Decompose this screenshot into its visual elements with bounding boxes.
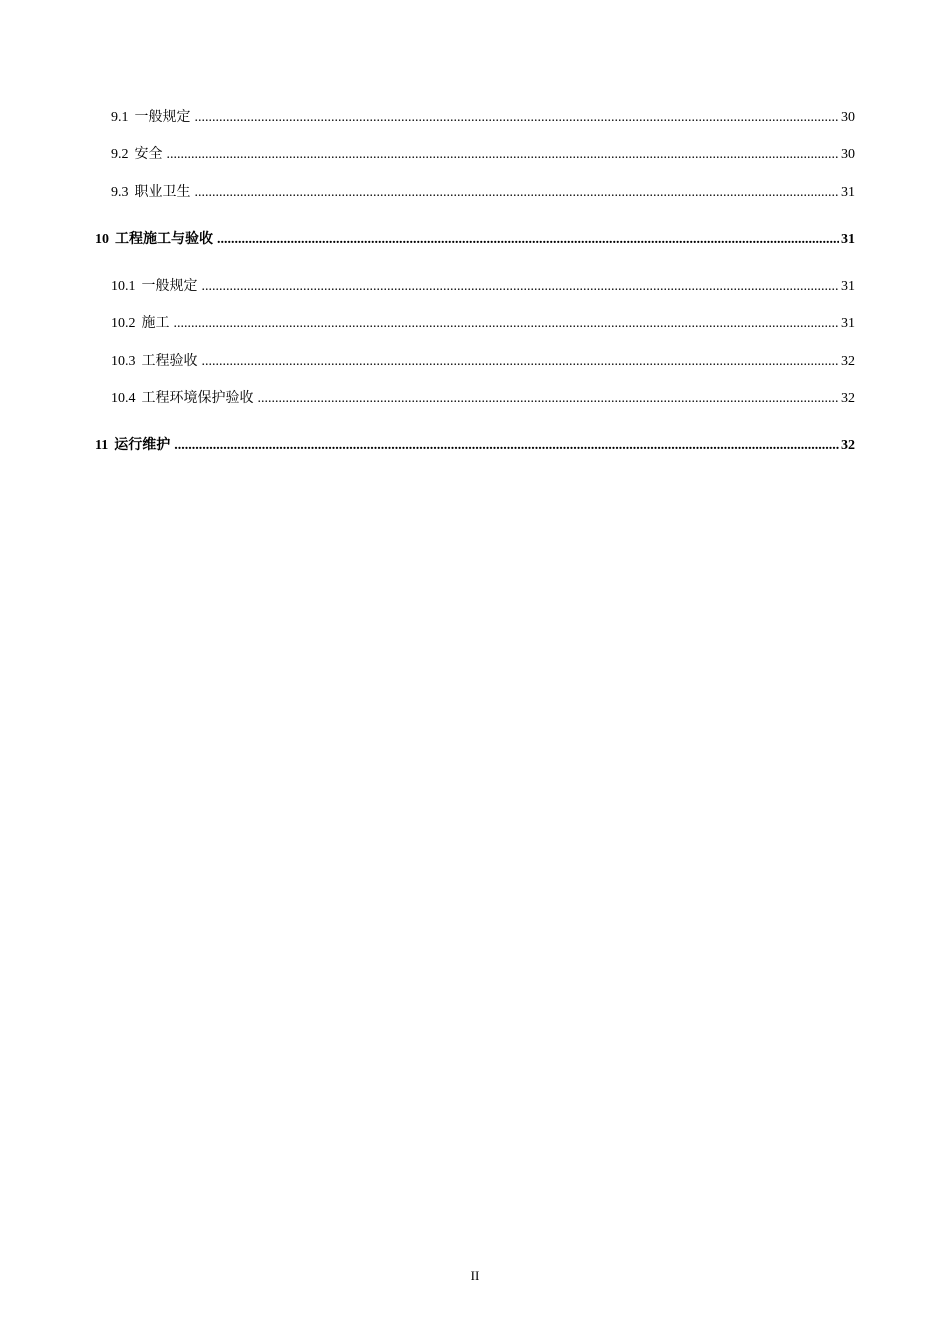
toc-dot-leader: [217, 228, 839, 252]
toc-dot-leader: [167, 143, 840, 167]
page-footer-number: II: [470, 1268, 480, 1283]
toc-entry-10-2[interactable]: [95, 312, 855, 336]
toc-entry-chapter-10[interactable]: [95, 228, 855, 252]
toc-entry-number: 11: [95, 438, 109, 453]
toc-entry-title: 运行维护: [114, 438, 171, 453]
toc-entry-title: 工程环境保护验收: [141, 391, 254, 406]
toc-dot-leader: [202, 275, 840, 299]
toc-entry-page: 31: [841, 185, 855, 200]
toc-entry-title: 一般规定: [141, 279, 198, 294]
toc-entry-page: 30: [841, 110, 855, 125]
toc-entry-page: 31: [841, 232, 855, 247]
toc-dot-leader: [195, 106, 840, 130]
toc-entry-title: 安全: [134, 147, 163, 162]
toc-entry-page: 30: [841, 147, 855, 162]
toc-entry-number: 9.1: [111, 110, 129, 125]
toc-entry-number: 10: [95, 232, 109, 247]
toc-entry-page: 32: [841, 391, 855, 406]
toc-entry-number: 9.3: [111, 185, 129, 200]
toc-entry-number: 10.1: [111, 279, 136, 294]
toc-entry-number: 10.4: [111, 391, 136, 406]
toc-entry-page: 32: [841, 354, 855, 369]
toc-entry-9-1[interactable]: [95, 106, 855, 130]
toc-entry-9-2[interactable]: [95, 143, 855, 167]
toc-entry-title: 工程验收: [141, 354, 198, 369]
toc-entry-10-1[interactable]: [95, 275, 855, 299]
toc-entry-page: 32: [841, 438, 855, 453]
toc-entry-number: 9.2: [111, 147, 129, 162]
toc-dot-leader: [174, 312, 840, 336]
toc-entry-title: 一般规定: [134, 110, 191, 125]
toc-dot-leader: [202, 350, 840, 374]
toc-entry-number: 10.2: [111, 316, 136, 331]
toc-dot-leader: [174, 434, 839, 458]
toc-dot-leader: [195, 181, 840, 205]
toc-entry-title: 施工: [141, 316, 170, 331]
toc-entry-title: 职业卫生: [134, 185, 191, 200]
toc-dot-leader: [258, 387, 840, 411]
toc-entry-10-4[interactable]: [95, 387, 855, 411]
toc-entry-10-3[interactable]: [95, 350, 855, 374]
table-of-contents: [95, 106, 855, 458]
toc-entry-page: 31: [841, 316, 855, 331]
toc-entry-title: 工程施工与验收: [115, 232, 213, 247]
toc-entry-9-3[interactable]: [95, 181, 855, 205]
toc-entry-number: 10.3: [111, 354, 136, 369]
toc-entry-chapter-11[interactable]: [95, 434, 855, 458]
toc-entry-page: 31: [841, 279, 855, 294]
